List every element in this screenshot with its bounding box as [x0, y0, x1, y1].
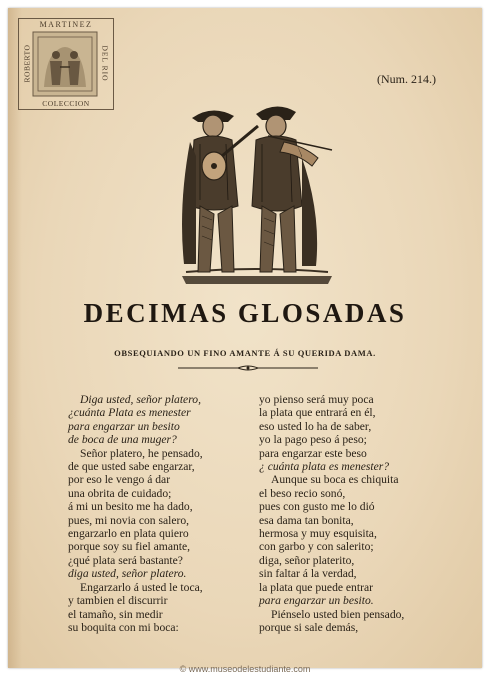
verse-line: á mi un besito me ha dado, [68, 500, 193, 514]
copyright-footer: © www.museodelestudiante.com [179, 664, 311, 674]
verse-line: la plata que entrará en él, [259, 406, 376, 420]
verse-line: de que usted sabe engarzar, [68, 460, 195, 474]
verse-line: para engarzar un besito [68, 419, 180, 433]
stamp-top-text: MARTINEZ [39, 20, 93, 29]
verse-line: pues con gusto me lo dió [259, 500, 375, 514]
verse-line: pues, mi novia con salero, [68, 513, 190, 527]
document-title: DECIMAS GLOSADAS [83, 298, 407, 328]
verse-line: por eso le vengo á dar [68, 473, 171, 487]
verse-line: engarzarlo en plata quiero [68, 527, 189, 541]
verse-line: porque soy su fiel amante, [68, 540, 191, 554]
verse-line: sin faltar á la verdad, [259, 567, 357, 581]
verse-line: para engarzar un besito. [259, 594, 374, 608]
verse-line: yo pienso será muy poca [259, 393, 374, 406]
verse-line: la plata que puede entrar [259, 580, 373, 594]
verse-line: ¿qué plata será bastante? [68, 553, 183, 567]
verse-line: el beso recio sonó, [259, 486, 346, 500]
verse-line: diga usted, señor platero. [68, 567, 187, 581]
verse-line: para engarzar este beso [259, 446, 367, 460]
verse-line: con garbo y con salerito; [259, 540, 374, 554]
verse-line: Piénselo usted bien pensado, [271, 607, 405, 621]
stamp-left-text: ROBERTO [22, 44, 32, 83]
verse-line: Engarzarlo á usted le toca, [80, 580, 203, 594]
verse-column-right [259, 393, 404, 634]
verse-line: porque si sale demás, [259, 620, 359, 634]
document-page [8, 8, 482, 674]
verse-line: ¿cuánta Plata es menester [68, 406, 191, 420]
stamp-bottom-text: COLECCION [42, 99, 90, 108]
verse-line: y tambien el discurrir [68, 594, 168, 608]
verse-line: yo la pago peso á peso; [259, 433, 367, 447]
verse-line: de boca de una muger? [68, 433, 177, 447]
document-subtitle: OBSEQUIANDO UN FINO AMANTE Á SU QUERIDA DAMA. [114, 348, 376, 358]
verse-line: Diga usted, señor platero, [80, 393, 201, 406]
verse-line: Aunque su boca es chiquita [271, 473, 399, 487]
verse-line: el tamaño, sin medir [68, 607, 163, 621]
issue-number: (Num. 214.) [377, 72, 436, 86]
stamp-right-text: DEL RIO [100, 45, 110, 82]
divider-ornament-icon [178, 364, 318, 372]
verse-line: esa dama tan bonita, [259, 513, 354, 527]
verse-line: diga, señor platerito, [259, 553, 355, 567]
verse-line: ¿ cuánta plata es menester? [259, 460, 390, 474]
verse-line: Señor platero, he pensado, [80, 446, 203, 460]
stamp-seal-icon [32, 31, 98, 97]
verse-line: hermosa y muy esquisita, [259, 527, 377, 541]
verse-line: una obrita de cuidado; [68, 486, 172, 500]
verse-column-left [68, 393, 203, 634]
collection-stamp [18, 18, 114, 110]
musicians-woodcut-illustration [172, 96, 342, 288]
verse-line: eso usted lo ha de saber, [259, 419, 372, 433]
verse-line: su boquita con mi boca: [68, 620, 179, 634]
